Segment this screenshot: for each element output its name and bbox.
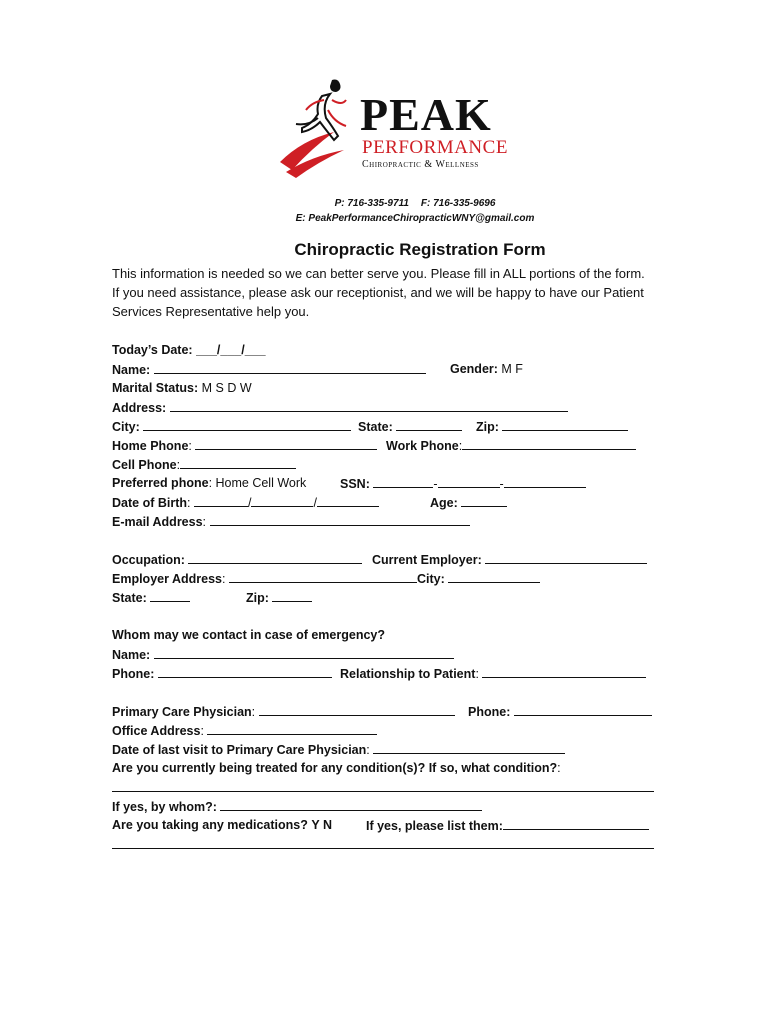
emergency-heading-row — [112, 626, 672, 645]
last-visit-field[interactable] — [373, 740, 565, 754]
employer-state-label: State: — [112, 591, 147, 605]
address-field[interactable] — [170, 398, 568, 412]
cell-phone-field[interactable] — [180, 455, 296, 469]
marital-status-row — [112, 379, 672, 398]
work-phone-field[interactable] — [462, 436, 636, 450]
office-address-row — [112, 721, 672, 740]
employer-city-label: City: — [416, 572, 445, 586]
colon: : — [200, 724, 204, 738]
age-label: Age: — [430, 496, 458, 510]
contact-info — [0, 196, 770, 226]
cell-phone-row — [112, 455, 672, 474]
dob-year-field[interactable] — [317, 493, 379, 507]
occupation-row — [112, 550, 672, 569]
current-employer-field[interactable] — [485, 550, 647, 564]
colon: : — [475, 667, 479, 681]
emergency-phone-field[interactable] — [158, 664, 332, 678]
dob-day-field[interactable] — [251, 493, 313, 507]
ssn-part2-field[interactable] — [438, 474, 500, 488]
employer-address-label: Employer Address — [112, 572, 222, 586]
physician-phone-field[interactable] — [514, 702, 652, 716]
fax-number: F: 716-335-9696 — [420, 198, 496, 209]
colon: : — [251, 705, 256, 719]
city-field[interactable] — [143, 417, 351, 431]
physician-field[interactable] — [259, 702, 455, 716]
if-yes-list-label: If yes, please list them: — [366, 819, 503, 833]
age-field[interactable] — [461, 493, 507, 507]
treated-row — [112, 759, 672, 778]
colon: : — [458, 439, 463, 453]
physician-row — [112, 702, 672, 721]
colon: : — [557, 761, 561, 775]
name-row — [112, 360, 672, 379]
emergency-name-field[interactable] — [154, 645, 454, 659]
colon: : — [176, 458, 181, 472]
ssn-part1-field[interactable] — [373, 474, 433, 488]
employer-zip-field[interactable] — [272, 588, 312, 602]
emergency-heading: Whom may we contact in case of emergency? — [112, 628, 385, 642]
logo-wordmark-performance: PERFORMANCE — [362, 137, 508, 158]
marital-options[interactable]: M S D W — [201, 381, 252, 395]
gender-options[interactable]: M F — [501, 362, 523, 376]
home-phone-field[interactable] — [195, 436, 377, 450]
logo-wordmark-peak: PEAK — [360, 89, 492, 140]
runner-logo-icon — [272, 70, 372, 188]
colon: : — [222, 572, 226, 586]
address-label: Address: — [112, 401, 167, 415]
emergency-name-row — [112, 645, 672, 664]
emergency-name-label: Name: — [112, 648, 151, 662]
state-field[interactable] — [396, 417, 462, 431]
last-visit-label: Date of last visit to Primary Care Physician — [112, 743, 367, 757]
treated-question: Are you currently being treated for any condition(s)? If so, what condition? — [112, 761, 558, 775]
colon: : — [188, 439, 192, 453]
medications-yn-options[interactable]: Y N — [311, 818, 332, 832]
employer-state-field[interactable] — [150, 588, 190, 602]
work-phone-label: Work Phone — [386, 439, 459, 453]
colon: : — [366, 743, 370, 757]
treated-answer-row — [112, 778, 672, 797]
dash: - — [499, 477, 504, 491]
last-visit-row — [112, 740, 672, 759]
preferred-phone-options[interactable]: : Home Cell Work — [208, 476, 307, 490]
name-field[interactable] — [154, 360, 426, 374]
treating-provider-field[interactable] — [220, 797, 482, 811]
slash: / — [313, 496, 317, 510]
dob-row — [112, 493, 672, 512]
peak-performance-logo — [272, 70, 508, 188]
state-label: State: — [358, 420, 393, 434]
medications-question: Are you taking any medications? — [112, 818, 308, 832]
gender-label: Gender: — [450, 362, 498, 376]
condition-field[interactable] — [112, 778, 654, 792]
dob-label: Date of Birth — [112, 496, 187, 510]
city-row — [112, 417, 672, 436]
registration-form — [112, 341, 672, 854]
ssn-label: SSN: — [340, 477, 370, 491]
if-yes-whom-row — [112, 797, 672, 816]
email-address: E: PeakPerformanceChiropracticWNY@gmail.com — [295, 213, 535, 224]
office-address-field[interactable] — [207, 721, 377, 735]
employer-address-row — [112, 569, 672, 588]
emergency-phone-label: Phone: — [112, 667, 155, 681]
preferred-phone-row — [112, 474, 672, 493]
form-intro: This information is needed so we can better serve you. Please fill in ALL portions of the form. If you need assistance, please ask our receptionist, and we will be happy to have our Patient Services Representative help you. — [112, 266, 645, 319]
emergency-phone-row — [112, 664, 672, 683]
medications-answer-row — [112, 835, 672, 854]
employer-city-field[interactable] — [448, 569, 540, 583]
employer-zip-label: Zip: — [246, 591, 269, 605]
relationship-label: Relationship to Patient — [340, 667, 476, 681]
form-title: Chiropractic Registration Form — [294, 240, 546, 259]
marital-status-label: Marital Status: — [112, 381, 199, 395]
phone-number: P: 716-335-9711 — [334, 198, 409, 209]
city-label: City: — [112, 420, 140, 434]
phones-row — [112, 436, 672, 455]
todays-date-field[interactable]: ___/___/___ — [196, 343, 266, 357]
physician-phone-label: Phone: — [468, 705, 511, 719]
relationship-field[interactable] — [482, 664, 646, 678]
dash: - — [433, 477, 438, 491]
colon: : — [187, 496, 191, 510]
ssn-part3-field[interactable] — [504, 474, 586, 488]
occupation-label: Occupation: — [112, 553, 185, 567]
home-phone-label: Home Phone — [112, 439, 189, 453]
todays-date-label: Today’s Date: — [112, 343, 193, 357]
address-row — [112, 398, 672, 417]
name-label: Name: — [112, 363, 151, 377]
zip-field[interactable] — [502, 417, 628, 431]
preferred-phone-label: Preferred phone — [112, 476, 209, 490]
email-label: E-mail Address — [112, 515, 203, 529]
colon: : — [202, 515, 207, 529]
todays-date-row — [112, 341, 672, 360]
medications-extra-field[interactable] — [112, 835, 654, 849]
medications-list-field[interactable] — [503, 816, 649, 830]
current-employer-label: Current Employer: — [372, 553, 482, 567]
email-row — [112, 512, 672, 531]
physician-label: Primary Care Physician — [112, 705, 252, 719]
office-address-label: Office Address — [112, 724, 201, 738]
logo-subtitle: Chiropractic & Wellness — [362, 159, 479, 170]
zip-label: Zip: — [476, 420, 499, 434]
occupation-field[interactable] — [188, 550, 362, 564]
slash: / — [247, 496, 252, 510]
if-yes-whom-label: If yes, by whom?: — [112, 800, 217, 814]
employer-state-row — [112, 588, 672, 607]
medications-row — [112, 816, 672, 835]
cell-phone-label: Cell Phone — [112, 458, 177, 472]
email-field[interactable] — [210, 512, 470, 526]
employer-address-field[interactable] — [229, 569, 417, 583]
dob-month-field[interactable] — [194, 493, 248, 507]
